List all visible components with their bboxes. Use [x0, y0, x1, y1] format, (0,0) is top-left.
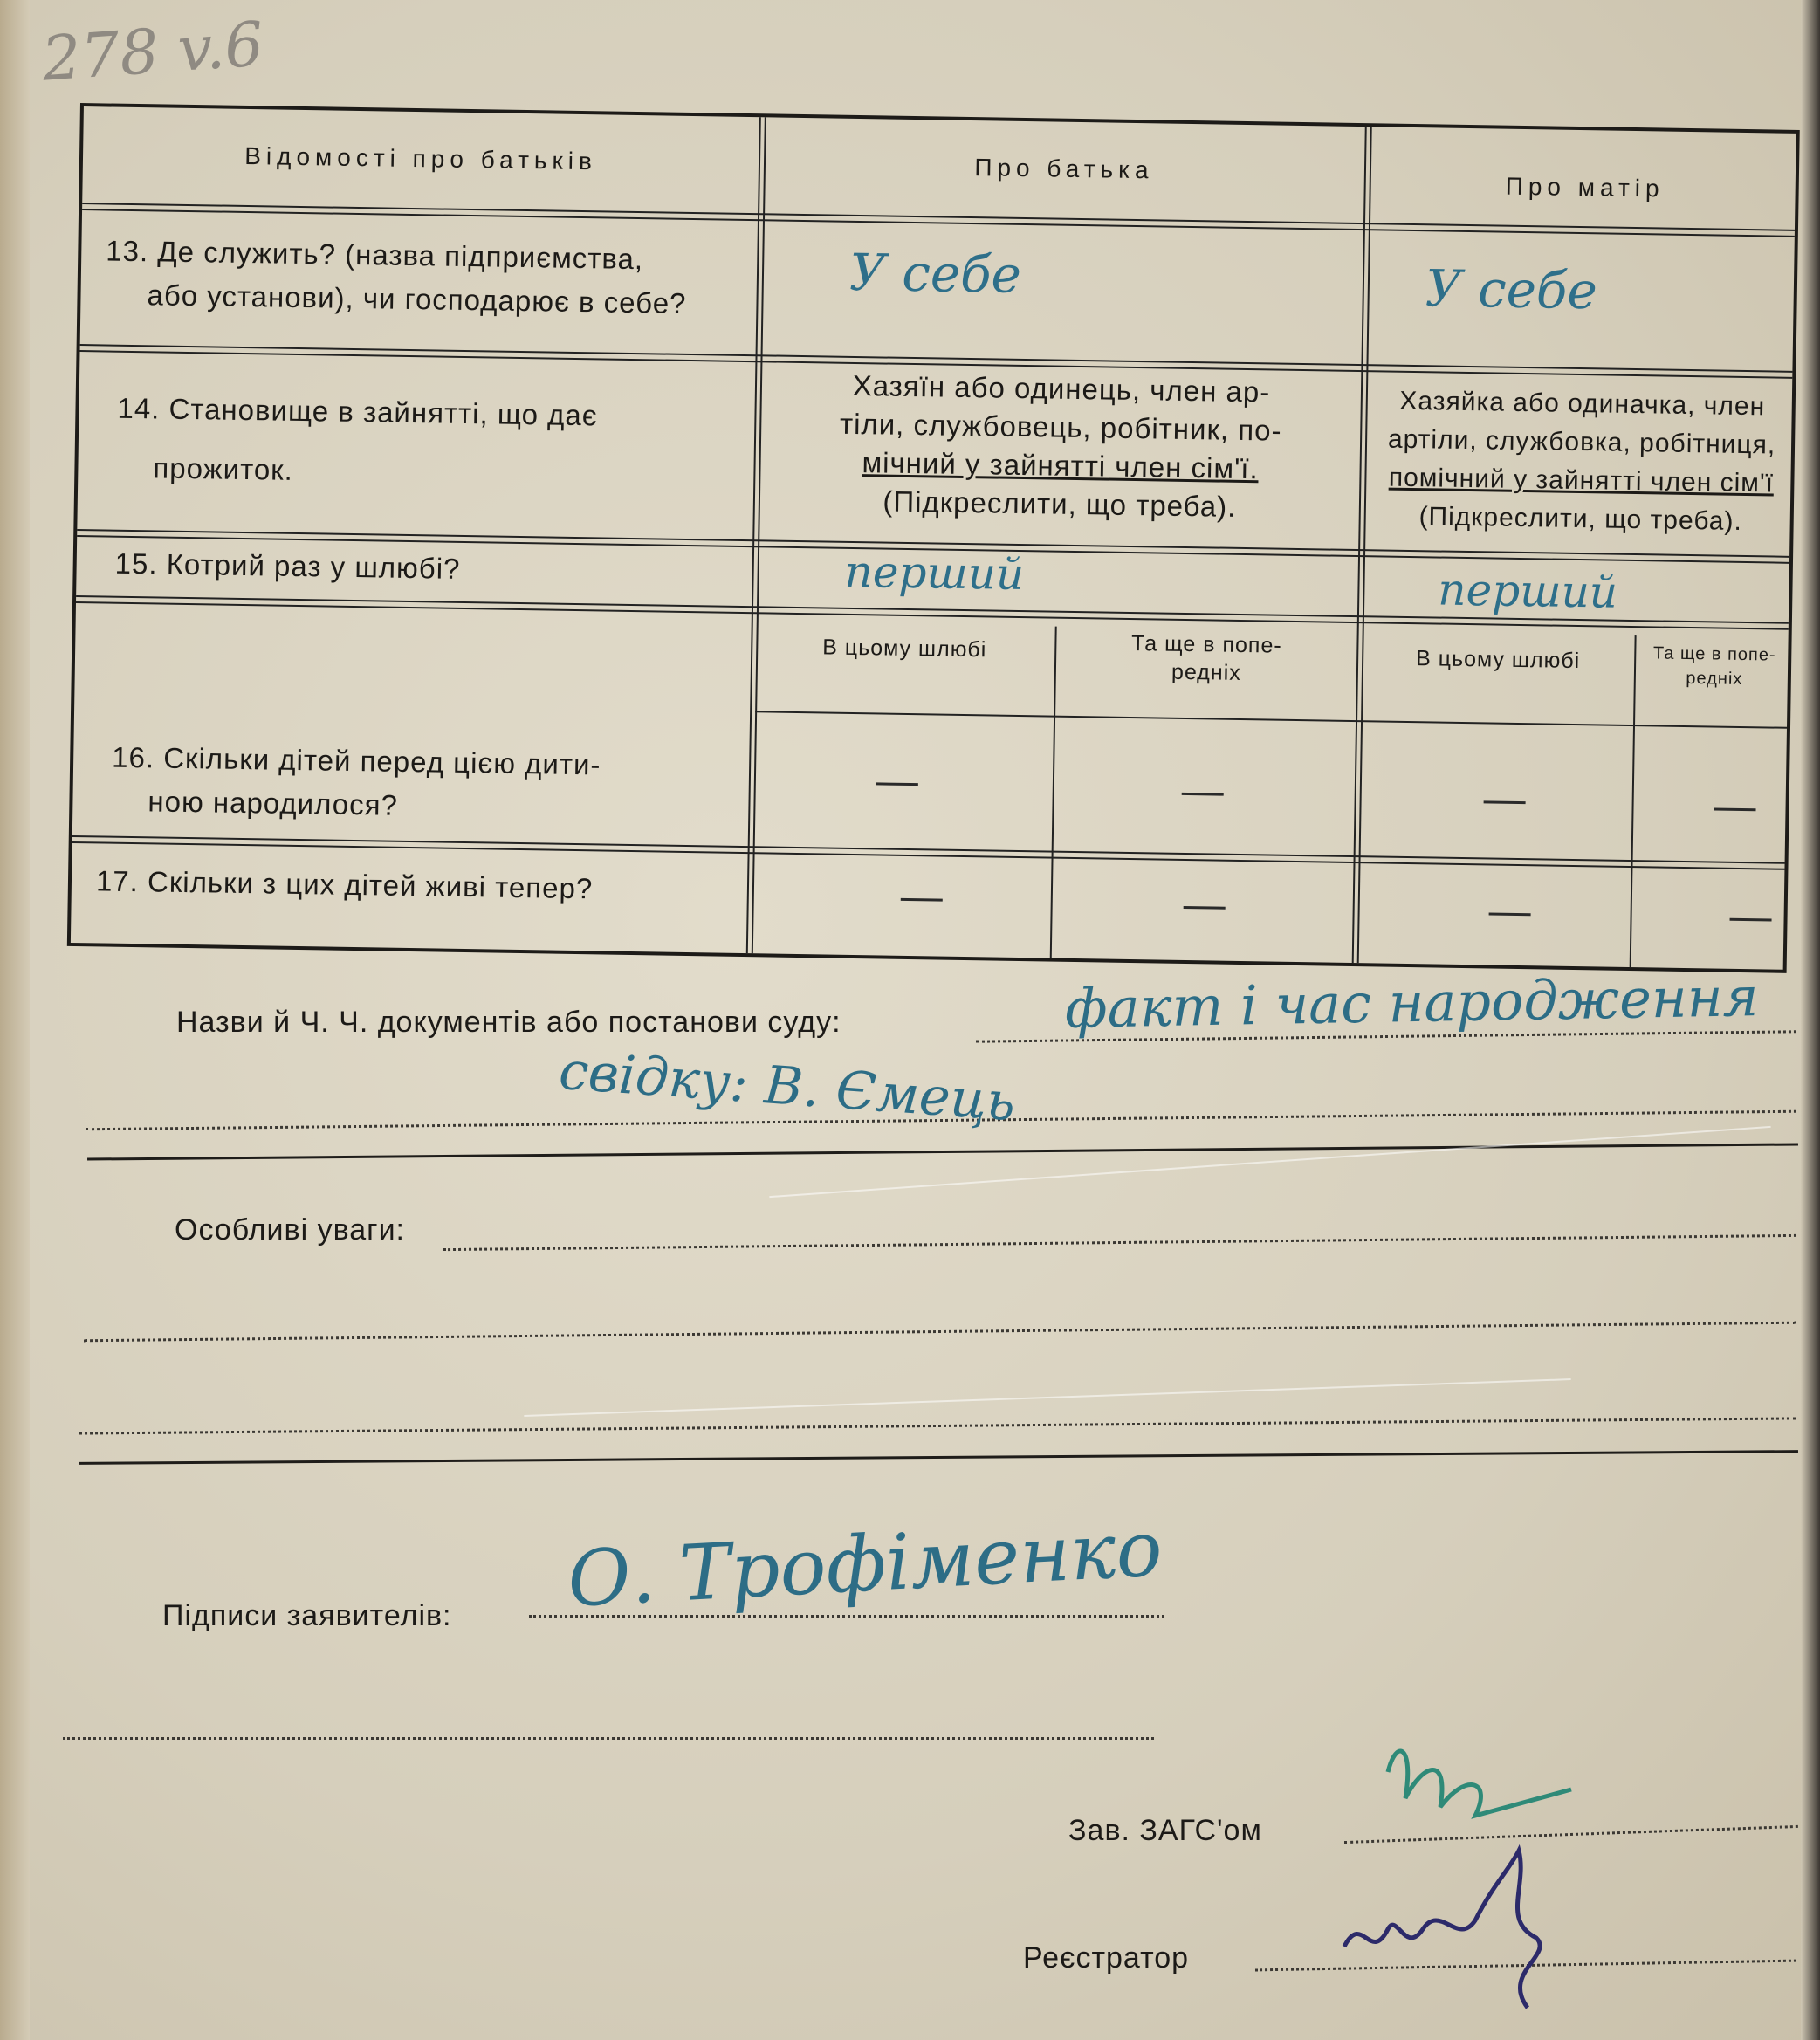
archive-page-number: 278 v.6 [39, 8, 266, 95]
question-16 [95, 735, 742, 833]
answer-16-father-this [876, 782, 918, 786]
remarks-line-1 [443, 1234, 1796, 1251]
answer-17-mother-this [1489, 912, 1531, 916]
remarks-label: Особливі уваги: [175, 1213, 406, 1247]
subheader-this-marriage-father: В цьому шлюбі [822, 635, 987, 663]
zags-head-label: Зав. ЗАГС'ом [1068, 1814, 1262, 1847]
options-14-mother-note: (Підкреслити, що треба). [1418, 502, 1743, 536]
options-14-mother-line3: помічний у зайнятті член сім'ї [1388, 463, 1775, 498]
question-13-line1: 13. Де служить? (назва підприємства, [106, 234, 644, 276]
paper-crease [524, 1378, 1570, 1417]
header-parents-info: Відомості про батьків [244, 141, 598, 175]
answer-16-mother-prev [1714, 807, 1756, 811]
answer-16-mother-this [1484, 800, 1526, 804]
options-14-father-line2: тіли, службовець, робітник, по- [839, 407, 1282, 447]
page-edge-right [1801, 0, 1820, 2040]
answer-15-father: перший [844, 546, 1025, 601]
header-father: Про батька [974, 154, 1154, 184]
row-divider [755, 711, 1787, 729]
subheader-previous-mother-line2: редніх [1686, 668, 1743, 689]
col-divider [1050, 627, 1057, 958]
page-edge-left [0, 0, 30, 2040]
options-14-father-note: (Підкреслити, що треба). [883, 484, 1237, 523]
header-mother: Про матір [1505, 172, 1665, 203]
options-14-father-line1: Хазяїн або одинець, член ар- [852, 368, 1271, 409]
question-13-line2: або установи), чи господарює в себе? [147, 278, 687, 319]
subheader-previous-father-line1: Та ще в попе- [1130, 630, 1282, 658]
col-divider [1352, 127, 1372, 963]
answer-17-mother-prev [1730, 918, 1772, 922]
question-14 [100, 386, 748, 499]
answer-13-mother: У себе [1425, 258, 1598, 321]
remarks-line-2 [84, 1322, 1796, 1343]
registrar-signature [1336, 1833, 1624, 2025]
answer-16-father-prev [1182, 793, 1224, 796]
col-divider [1630, 635, 1637, 967]
question-17: 17. Скільки з цих дітей живі тепер? [95, 864, 594, 905]
subheader-this-marriage-mother: В цьому шлюбі [1415, 646, 1581, 674]
options-14-mother [1372, 381, 1790, 541]
documents-value-line1: факт і час народження [1064, 965, 1760, 1041]
question-16-line1: 16. Скільки дітей перед цією дити- [111, 740, 601, 781]
question-15: 15. Котрий раз у шлюбі? [114, 546, 461, 585]
documents-value-line2: свідку: В. Ємець [557, 1040, 1018, 1134]
options-14-father-line3: мічний у зайнятті член сім'ї. [862, 446, 1259, 485]
applicants-signature-line-2 [63, 1737, 1154, 1740]
answer-15-mother: перший [1437, 564, 1618, 618]
answer-17-father-this [901, 898, 943, 902]
section-rule [87, 1143, 1798, 1160]
answer-17-father-prev [1184, 906, 1226, 910]
subheader-previous-mother [1638, 641, 1792, 692]
zags-head-signature [1370, 1720, 1632, 1851]
question-14-line1: 14. Становище в зайнятті, що дає [117, 391, 598, 432]
subheader-previous-father [1058, 628, 1356, 689]
subheader-previous-father-line2: редніх [1171, 659, 1241, 685]
applicants-signature-label: Підписи заявителів: [162, 1599, 452, 1632]
subheader-previous-mother-line1: Та ще в попе- [1652, 643, 1776, 665]
question-14-line2: прожиток. [153, 451, 294, 486]
question-13 [89, 229, 753, 326]
question-16-line2: ною народилося? [148, 785, 399, 821]
options-14-father [767, 365, 1355, 528]
remarks-line-3 [79, 1417, 1796, 1434]
paper-crease [769, 1126, 1770, 1198]
answer-13-father: У себе [848, 242, 1022, 305]
section-rule [79, 1450, 1798, 1465]
documents-label: Назви й Ч. Ч. документів або постанови суду: [176, 1006, 841, 1039]
options-14-mother-line1: Хазяйка або одиначка, член [1399, 386, 1766, 422]
applicant-signature: О. Трофіменко [565, 1503, 1164, 1624]
options-14-mother-line2: артіли, службовка, робітниця, [1387, 424, 1776, 460]
registrar-label: Реєстратор [1023, 1941, 1190, 1975]
parents-info-table [67, 103, 1800, 973]
